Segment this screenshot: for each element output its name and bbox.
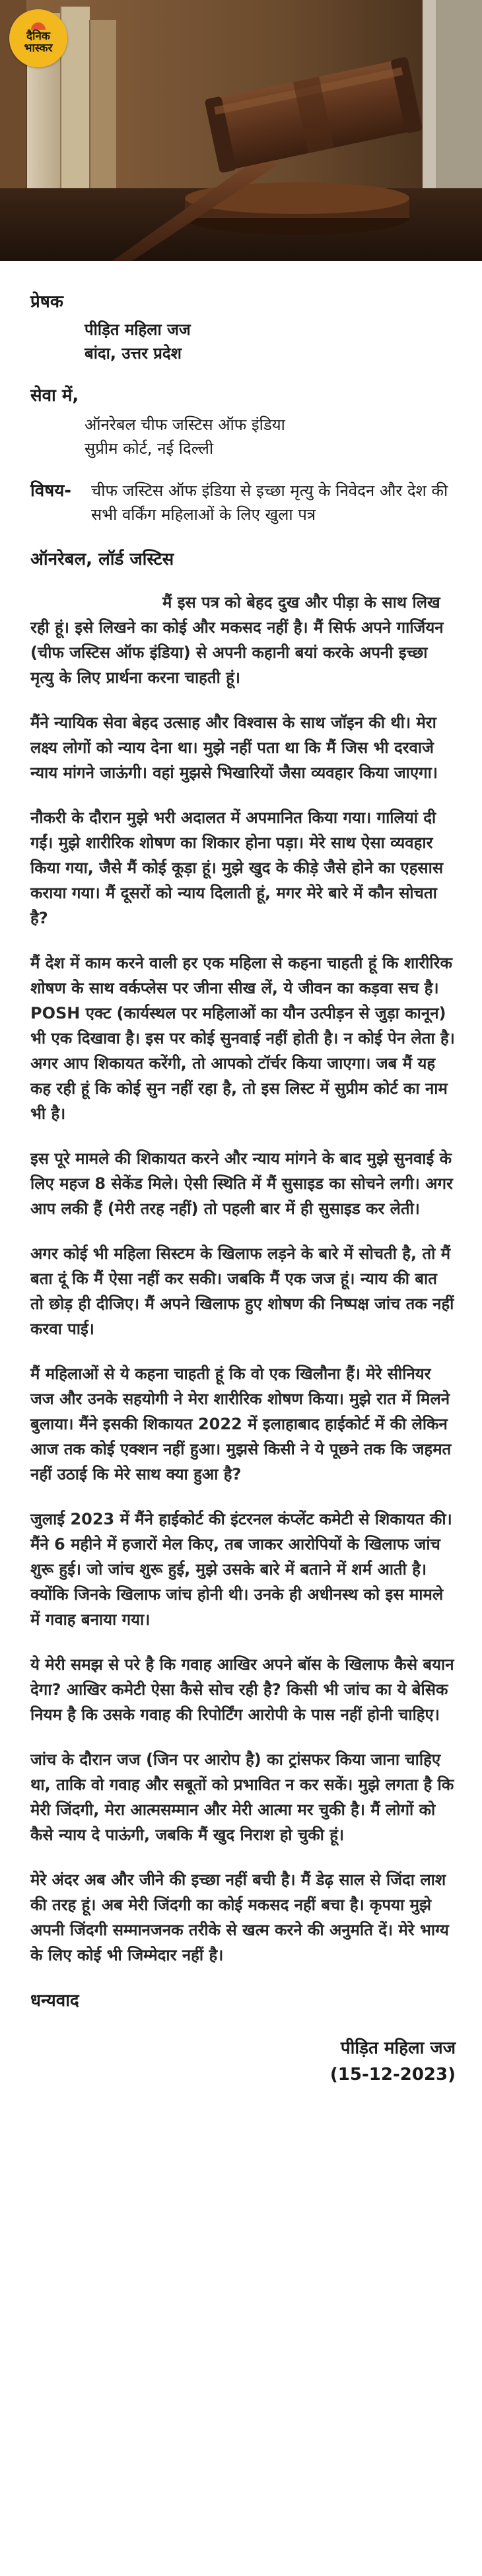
to-label: सेवा में, <box>30 386 79 406</box>
letter-paragraph: मैं महिलाओं से ये कहना चाहती हूं कि वो एक खिलौना हैं। मेरे सीनियर जज और उनके सहयोगी ने मेरा शारीरिक शोषण किया। मुझे रात में मिलने बुलाया। मैंने इसकी शिकायत 2022 में इलाहाबाद हाईकोर्ट में की लेकिन आज तक कोई एक्शन नहीं हुआ। मुझसे किसी ने ये पूछने तक कि जहमत नहीं उठाई कि मेरे साथ क्या हुआ है? <box>30 1365 452 1484</box>
letter-paragraph: जुलाई 2023 में मैंने हाईकोर्ट की इंटरनल कंप्लेंट कमेटी से शिकायत की। मैंने 6 महीने में हजारों मेल किए, तब जाकर आरोपियों के खिलाफ जांच शुरू हुई। जो जांच शुरू हुई, मुझे उसके बारे में बताने में शर्म आती है। क्योंकि जिनके खिलाफ जांच होनी थी। उनके ही अधीनस्थ को इस मामले में गवाह बनाया गया। <box>30 1510 452 1629</box>
letter-paragraph: मैंने न्यायिक सेवा बेहद उत्साह और विश्वास के साथ जॉइन की थी। मेरा लक्ष्य लोगों को न्याय देना था। मुझे नहीं पता था कि मैं जिस भी दरवाजे न्याय मांगने जाऊंगी। वहां मुझसे भिखारियों जैसा व्यवहार किया जाएगा। <box>30 713 438 782</box>
signature-name: पीड़ित महिला जज <box>340 2038 456 2058</box>
salutation: ऑनरेबल, लॉर्ड जस्टिस <box>30 550 174 569</box>
recipient-line2: सुप्रीम कोर्ट, नई दिल्ली <box>85 439 214 458</box>
letter-paragraph: इस पूरे मामले की शिकायत करने और न्याय मांगने के बाद मुझे सुनवाई के लिए महज 8 सेकेंड मिले। ऐसी स्थिति में मैं सुसाइड का सोचने लगी। अगर आप लकी हैं (मेरी तरह नहीं) तो पहली बार में ही सुसाइड कर लेती। <box>30 1149 453 1218</box>
closing-thanks: धन्यवाद <box>30 1991 79 2011</box>
letter-paragraph: मैं देश में काम करने वाली हर एक महिला से कहना चाहती हूं कि शारीरिक शोषण के साथ वर्कप्लेस पर जीना सीख लें, ये जीवन का कड़वा सच है। POSH एक्ट (कार्यस्थल पर महिलाओं का यौन उत्पीड़न से जुड़ा कानून) भी एक दिखावा है। इस पर कोई सुनवाई नहीं होती है। न कोई पेन लेता है। अगर आप शिकायत करेंगी, तो आपको टॉर्चर किया जाएगा। जब मैं यह कह रही हूं कि कोई सुन नहीं रहा है, तो इस लिस्ट में सुप्रीम कोर्ट का नाम भी है। <box>30 954 455 1123</box>
signature-block <box>30 2035 456 2088</box>
letter-paragraph: जांच के दौरान जज (जिन पर आरोप है) का ट्रांसफर किया जाना चाहिए था, ताकि वो गवाह और सबूतों को प्रभावित न कर सकें। मुझे लगता है कि मेरी जिंदगी, मेरा आत्मसम्मान और मेरी आत्मा मर चुकी है। मैं लोगों को कैसे न्याय दे पाऊंगी, जबकि मैं खुद निराश हो चुकी हूं। <box>30 1750 454 1844</box>
sender-name: पीड़ित महिला जज <box>85 320 191 339</box>
recipient-line1: ऑनरेबल चीफ जस्टिस ऑफ इंडिया <box>85 415 285 434</box>
letter-paragraph: मैं इस पत्र को बेहद दुख और पीड़ा के साथ लिख रही हूं। इसे लिखने का कोई और मकसद नहीं है। मैं सिर्फ अपने गार्जियन (चीफ जस्टिस ऑफ इंडिया) से अपनी कहानी बयां करके अपनी इच्छा मृत्यु के लिए प्रार्थना करना चाहती हूं। <box>30 593 444 687</box>
hero-image-gavel <box>0 0 482 261</box>
sender-block <box>30 318 456 365</box>
recipient-block <box>30 413 456 460</box>
sender-label: प्रेषक <box>30 292 63 312</box>
letter-paragraph: अगर कोई भी महिला सिस्टम के खिलाफ लड़ने के बारे में सोचती है, तो मैं बता दूं कि मैं ऐसा नहीं कर सकी। जबकि मैं एक जज हूं। न्याय की बात तो छोड़ ही दीजिए। मैं अपने खिलाफ हुए शोषण की निष्पक्ष जांच तक नहीं करवा पाई। <box>30 1244 454 1338</box>
subject-label: विषय- <box>30 481 72 501</box>
gavel-illustration <box>0 0 482 261</box>
logo-line1: दैनिक <box>26 29 50 43</box>
letter-paragraph: ये मेरी समझ से परे है कि गवाह आखिर अपने बॉस के खिलाफ कैसे बयान देगा? आखिर कमेटी ऐसा कैसे सोच रही है? किसी भी जांच का ये बेसिक नियम है कि उसके गवाह की रिपोर्टिंग आरोपी के पास नहीं होनी चाहिए। <box>30 1655 454 1724</box>
letter-paragraph: मेरे अंदर अब और जीने की इच्छा नहीं बची है। मैं डेढ़ साल से जिंदा लाश की तरह हूं। अब मेरी जिंदगी का कोई मकसद नहीं बचा है। कृपया मुझे अपनी जिंदगी सम्मानजनक तरीके से खत्म करने की अनुमति दें। मेरे भाग्य के लिए कोई भी जिम्मेदार नहीं है। <box>30 1871 449 1964</box>
sender-place: बांदा, उत्तर प्रदेश <box>85 344 182 363</box>
logo-sun-icon <box>31 22 46 30</box>
signature-date: (15-12-2023) <box>329 2065 456 2085</box>
open-letter <box>0 289 482 2088</box>
logo-line2: भास्कर <box>24 41 53 55</box>
letter-paragraph: नौकरी के दौरान मुझे भरी अदालत में अपमानित किया गया। गालियां दी गईं। मुझे शारीरिक शोषण का शिकार होना पड़ा। मेरे साथ ऐसा व्यवहार किया गया, जैसे मैं कोई कूड़ा हूं। मुझे खुद के कीड़े जैसे होने का एहसास कराया गया। मैं दूसरों को न्याय दिलाती हूं, मगर मेरे बारे में कौन सोचता है? <box>30 808 444 927</box>
dainik-bhaskar-logo[interactable] <box>9 9 67 67</box>
subject-text: चीफ जस्टिस ऑफ इंडिया से इच्छा मृत्यु के निवेदन और देश की सभी वर्किंग महिलाओं के लिए खुला पत्र <box>91 482 448 524</box>
subject-row <box>30 478 456 526</box>
